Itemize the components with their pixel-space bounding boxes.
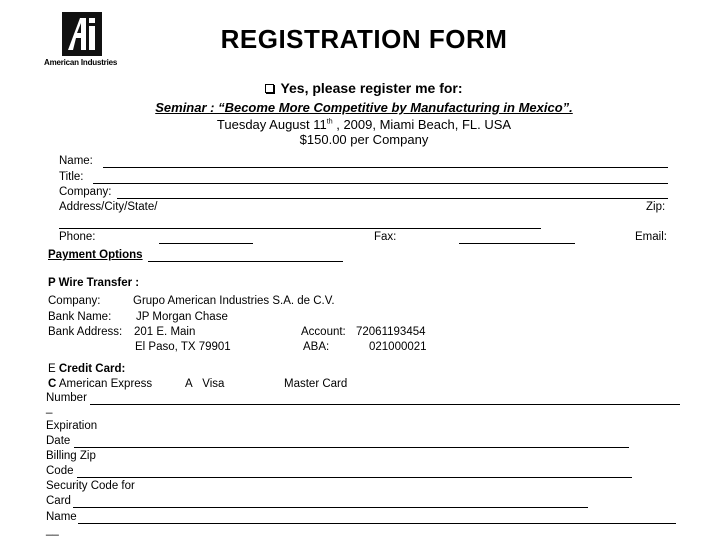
- fax-label: Fax:: [374, 231, 397, 243]
- zip-label: Zip:: [646, 201, 666, 213]
- bank-address-line2: El Paso, TX 79901: [135, 341, 231, 353]
- aba-label: ABA:: [303, 341, 330, 353]
- security-code-label-2: Card: [46, 495, 71, 507]
- credit-card-heading: E Credit Card:: [48, 363, 126, 375]
- security-code-field[interactable]: [73, 495, 588, 508]
- expiration-label-1: Expiration: [46, 420, 98, 432]
- card-checkbox-icon[interactable]: E: [48, 363, 56, 375]
- bank-name-label: Bank Name:: [48, 311, 112, 323]
- payment-options-heading: Payment Options: [48, 249, 143, 261]
- payment-options-underline: [148, 249, 343, 262]
- register-checkbox-line[interactable]: [0, 80, 728, 96]
- phone-field[interactable]: [159, 231, 253, 244]
- checkbox-icon[interactable]: [265, 84, 274, 93]
- billing-zip-label-2: Code: [46, 465, 74, 477]
- name-label: Name:: [59, 155, 93, 167]
- title-label: Title:: [59, 171, 84, 183]
- seminar-title: Seminar : “Become More Competitive by Manufacturing in Mexico”.: [155, 100, 573, 115]
- name-field[interactable]: [103, 155, 668, 168]
- security-code-label-1: Security Code for: [46, 480, 135, 492]
- expiration-field[interactable]: [74, 435, 629, 448]
- email-label: Email:: [635, 231, 667, 243]
- amex-label: American Express: [58, 378, 153, 390]
- account-label: Account:: [301, 326, 346, 338]
- card-number-label: Number: [46, 392, 87, 404]
- logo-company-name: American Industries: [44, 58, 118, 67]
- phone-label: Phone:: [59, 231, 96, 243]
- wire-company-value: Grupo American Industries S.A. de C.V.: [133, 295, 335, 307]
- visa-label: Visa: [202, 378, 225, 390]
- visa-option[interactable]: [185, 378, 224, 390]
- wire-checkbox-icon[interactable]: P: [48, 277, 56, 289]
- wire-company-label: Company:: [48, 295, 101, 307]
- bank-name-value: JP Morgan Chase: [136, 311, 228, 323]
- billing-zip-label-1: Billing Zip: [46, 450, 96, 462]
- company-field[interactable]: [117, 186, 668, 199]
- seminar-price: $150.00 per Company: [299, 132, 429, 147]
- company-label: Company:: [59, 186, 112, 198]
- expiration-label-2: Date: [46, 435, 71, 447]
- aba-value: 021000021: [369, 341, 427, 353]
- card-number-overflow: _: [46, 402, 53, 414]
- bank-address-label: Bank Address:: [48, 326, 123, 338]
- address-field[interactable]: [59, 216, 541, 229]
- title-field[interactable]: [93, 171, 668, 184]
- address-label: Address/City/State/: [59, 201, 158, 213]
- amex-checkbox-icon[interactable]: C: [48, 378, 57, 390]
- seminar-date: Tuesday August 11th , 2009, Miami Beach, FL. USA: [216, 117, 512, 132]
- cardholder-name-overflow: __: [46, 524, 59, 536]
- wire-transfer-heading: P Wire Transfer :: [48, 277, 140, 289]
- fax-field[interactable]: [459, 231, 575, 244]
- card-number-field[interactable]: [90, 392, 680, 405]
- visa-checkbox-icon: A: [185, 378, 193, 390]
- account-value: 72061193454: [356, 326, 426, 338]
- cardholder-name-label: Name: [46, 511, 77, 523]
- cardholder-name-field[interactable]: [78, 511, 676, 524]
- billing-zip-field[interactable]: [77, 465, 632, 478]
- master-card-label[interactable]: Master Card: [284, 378, 348, 390]
- card-type-row: [48, 378, 152, 390]
- bank-address-line1: 201 E. Main: [134, 326, 196, 338]
- register-label: Yes, please register me for:: [280, 80, 463, 96]
- page-title: REGISTRATION FORM: [220, 24, 508, 54]
